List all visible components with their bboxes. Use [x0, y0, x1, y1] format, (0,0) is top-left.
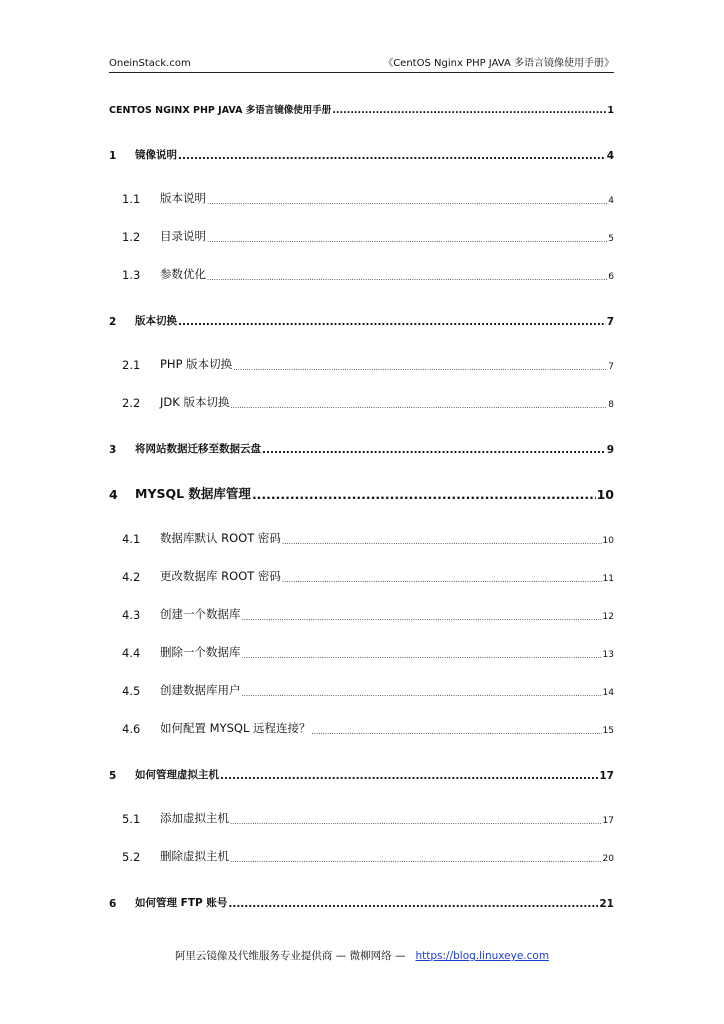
- toc-entry-page-number: 10: [596, 487, 614, 502]
- toc-entry-number: 5.1: [122, 812, 141, 826]
- footer-text: 阿里云镜像及代维服务专业提供商 — 微柳网络 —: [174, 950, 406, 962]
- toc-entry-title: 更改数据库 ROOT 密码: [160, 569, 281, 583]
- toc-entry-page-number: 21: [599, 898, 614, 910]
- page-header: [109, 56, 614, 73]
- toc-entry-number: 4.2: [122, 570, 141, 584]
- toc-entry[interactable]: [122, 568, 614, 584]
- toc-entry-page-number: 5: [608, 234, 614, 244]
- toc-entry[interactable]: [109, 312, 614, 328]
- header-document-title: 《CentOS Nginx PHP JAVA 多语言镜像使用手册》: [383, 58, 614, 69]
- toc-entry-number: 4.6: [122, 722, 141, 736]
- toc-entry[interactable]: [122, 810, 614, 826]
- toc-entry-title: 版本说明: [160, 191, 206, 205]
- toc-entry-title: 将网站数据迁移至数据云盘: [135, 443, 261, 455]
- toc-entry-number: 1.2: [122, 230, 141, 244]
- toc-entry-title: 版本切换: [135, 315, 177, 327]
- toc-leader-dots: [230, 818, 602, 826]
- toc-entry-number: 4.3: [122, 608, 141, 622]
- toc-entry-title: JDK 版本切换: [160, 395, 230, 409]
- toc-entry[interactable]: [122, 606, 614, 622]
- toc-leader-dots: [252, 487, 596, 502]
- toc-entry-number: 5.2: [122, 850, 141, 864]
- toc-entry[interactable]: [109, 894, 614, 910]
- toc-entry-page-number: 14: [602, 688, 614, 698]
- toc-entry-number: 4.4: [122, 646, 141, 660]
- toc-entry-title: CENTOS NGINX PHP JAVA 多语言镜像使用手册: [109, 105, 332, 116]
- toc-entry[interactable]: [122, 356, 614, 372]
- toc-entry[interactable]: [122, 190, 614, 206]
- toc-entry-page-number: 20: [602, 854, 614, 864]
- toc-leader-dots: [262, 444, 606, 456]
- toc-leader-dots: [230, 856, 602, 864]
- toc-leader-dots: [207, 198, 607, 206]
- toc-entry-page-number: 7: [606, 316, 614, 328]
- toc-entry-number: 2.1: [122, 358, 141, 372]
- toc-entry-title: 镜像说明: [135, 149, 177, 161]
- toc-entry-title: 数据库默认 ROOT 密码: [160, 531, 281, 545]
- toc-entry-title: 删除一个数据库: [160, 645, 241, 659]
- toc-entry[interactable]: [109, 100, 614, 116]
- toc-entry[interactable]: [122, 266, 614, 282]
- toc-entry[interactable]: [122, 682, 614, 698]
- toc-leader-dots: [220, 770, 598, 782]
- toc-entry-title: 删除虚拟主机: [160, 849, 229, 863]
- toc-entry-page-number: 7: [608, 362, 614, 372]
- toc-entry-number: 6: [109, 898, 117, 910]
- toc-leader-dots: [242, 614, 602, 622]
- toc-entry-number: 1.3: [122, 268, 141, 282]
- toc-entry-title: PHP 版本切换: [160, 357, 233, 371]
- toc-leader-dots: [207, 274, 607, 282]
- toc-entry-title: 创建数据库用户: [160, 683, 241, 697]
- toc-entry[interactable]: [122, 394, 614, 410]
- toc-entry[interactable]: [122, 848, 614, 864]
- toc-leader-dots: [178, 316, 606, 328]
- toc-leader-dots: [282, 576, 602, 584]
- toc-entry-title: 参数优化: [160, 267, 206, 281]
- header-site-name: OneinStack.com: [109, 58, 191, 69]
- toc-entry-number: 4: [109, 487, 118, 502]
- toc-entry[interactable]: [122, 644, 614, 660]
- toc-entry[interactable]: [122, 228, 614, 244]
- toc-entry-page-number: 4: [606, 150, 614, 162]
- page-footer: [0, 948, 724, 963]
- toc-leader-dots: [178, 150, 606, 162]
- toc-entry-page-number: 13: [602, 650, 614, 660]
- toc-entry-page-number: 9: [606, 444, 614, 456]
- toc-entry-title: 如何管理虚拟主机: [135, 769, 219, 781]
- toc-leader-dots: [282, 538, 602, 546]
- toc-entry-title: 如何配置 MYSQL 远程连接？: [160, 721, 311, 735]
- toc-entry-number: 2.2: [122, 396, 141, 410]
- toc-entry[interactable]: [109, 486, 614, 502]
- toc-entry-page-number: 17: [602, 816, 614, 826]
- toc-leader-dots: [228, 898, 598, 910]
- toc-entry-page-number: 12: [602, 612, 614, 622]
- toc-leader-dots: [242, 690, 602, 698]
- toc-leader-dots: [312, 728, 602, 736]
- toc-entry-page-number: 4: [608, 196, 614, 206]
- toc-leader-dots: [242, 652, 602, 660]
- toc-leader-dots: [332, 105, 606, 116]
- toc-entry-page-number: 11: [602, 574, 614, 584]
- toc-entry-page-number: 17: [599, 770, 614, 782]
- toc-leader-dots: [207, 236, 607, 244]
- toc-entry-page-number: 10: [602, 536, 614, 546]
- toc-entry[interactable]: [109, 146, 614, 162]
- toc-entry-page-number: 8: [608, 400, 614, 410]
- toc-entry-page-number: 6: [608, 272, 614, 282]
- toc-entry-title: 如何管理 FTP 账号: [135, 897, 228, 909]
- toc-entry[interactable]: [122, 530, 614, 546]
- toc-entry-page-number: 1: [607, 105, 614, 116]
- toc-entry-title: 创建一个数据库: [160, 607, 241, 621]
- toc-entry[interactable]: [122, 720, 614, 736]
- footer-link[interactable]: https://blog.linuxeye.com: [415, 950, 550, 962]
- toc-entry-number: 3: [109, 444, 117, 456]
- toc-entry-number: 1: [109, 150, 117, 162]
- toc-leader-dots: [233, 364, 607, 372]
- toc-leader-dots: [230, 402, 607, 410]
- toc-entry[interactable]: [109, 766, 614, 782]
- toc-entry[interactable]: [109, 440, 614, 456]
- toc-entry-title: 添加虚拟主机: [160, 811, 229, 825]
- toc-entry-number: 2: [109, 316, 117, 328]
- toc-entry-page-number: 15: [602, 726, 614, 736]
- toc-entry-number: 4.5: [122, 684, 141, 698]
- toc-entry-title: MYSQL 数据库管理: [135, 486, 251, 501]
- toc-entry-number: 4.1: [122, 532, 141, 546]
- toc-entry-number: 5: [109, 770, 117, 782]
- toc-entry-number: 1.1: [122, 192, 141, 206]
- toc-entry-title: 目录说明: [160, 229, 206, 243]
